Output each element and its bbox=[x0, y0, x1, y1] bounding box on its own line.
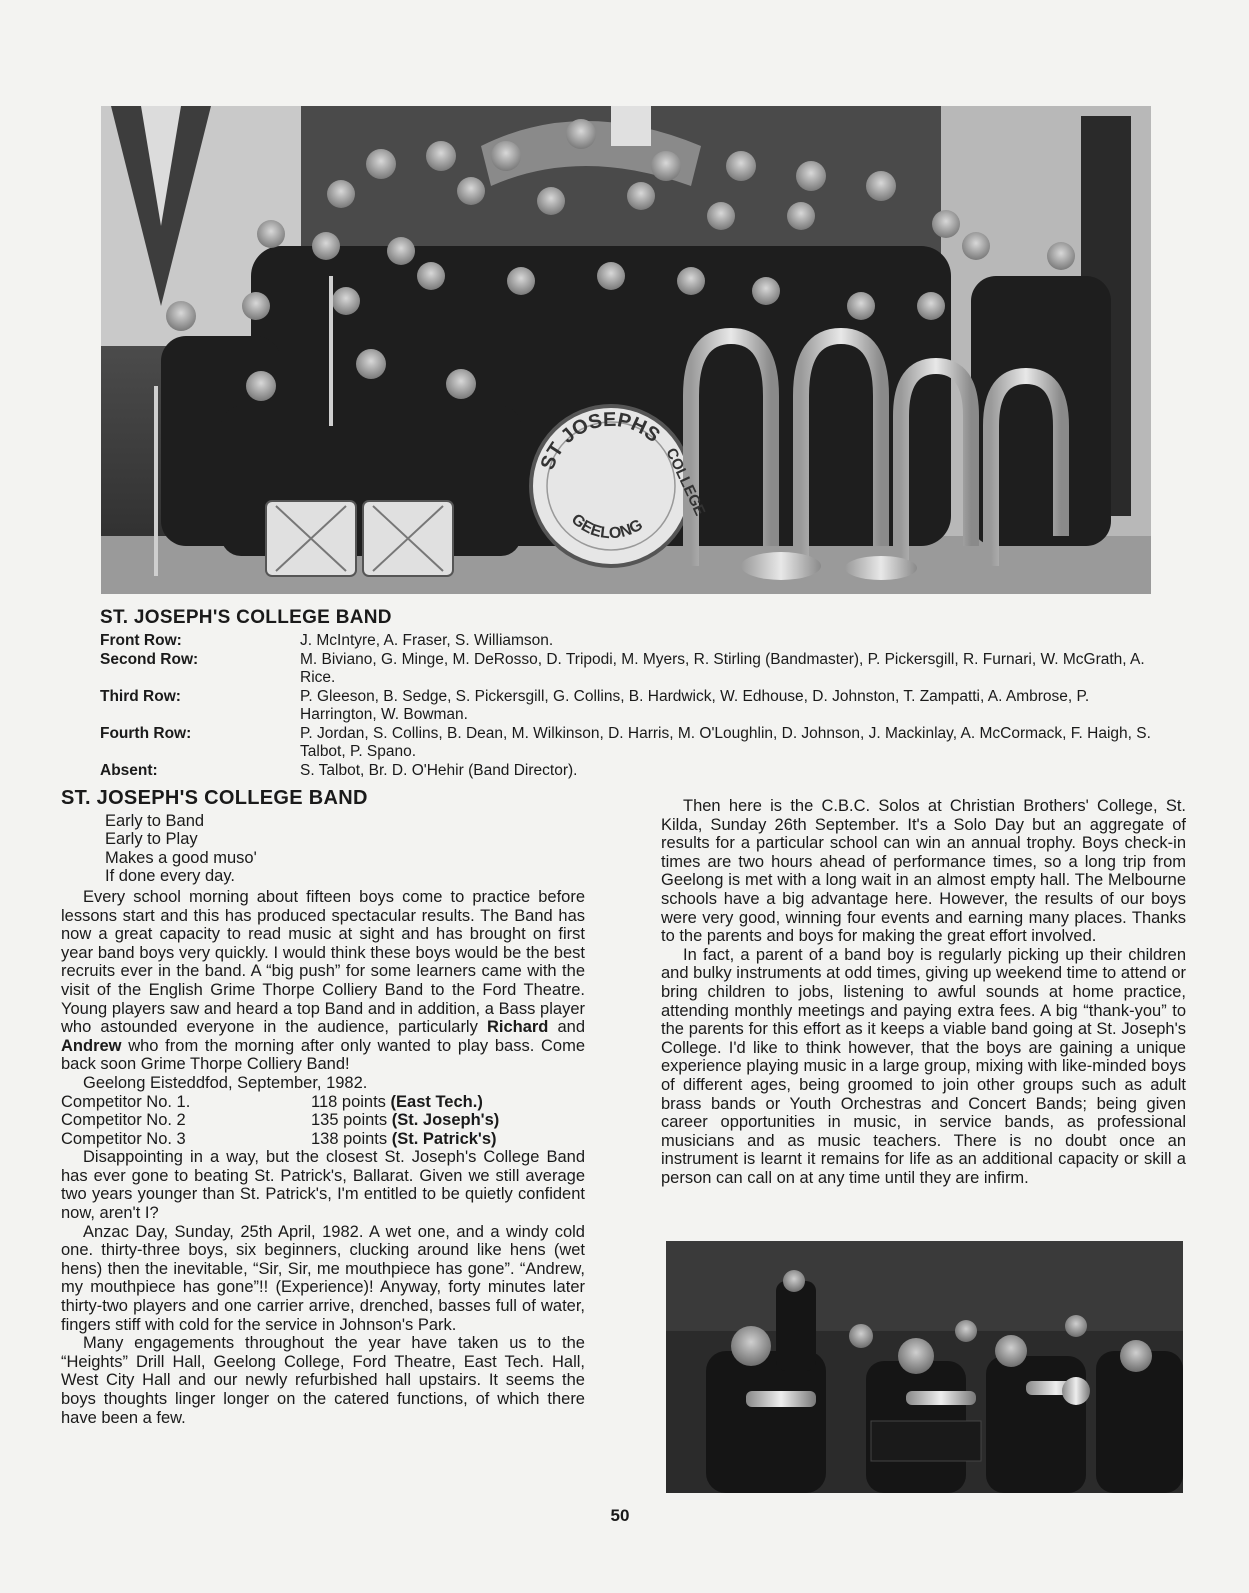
points-value: 138 points bbox=[311, 1129, 392, 1148]
caption-row-names: J. McIntyre, A. Fraser, S. Williamson. bbox=[300, 632, 554, 649]
drum-text-top: ST JOSEPHS bbox=[536, 408, 664, 473]
caption-row-names: P. Jordan, S. Collins, B. Dean, M. Wilkinson, D. Harris, M. O'Loughlin, D. Johnson, J. Mackinlay, A. McCormack, F. Haigh, S. Talbot, P. Spano. bbox=[300, 724, 1151, 760]
band-group-photo bbox=[101, 106, 1151, 594]
page-number: 50 bbox=[610, 1506, 630, 1525]
verse-line: Early to Band bbox=[105, 811, 205, 830]
caption-row-names: P. Gleeson, B. Sedge, S. Pickersgill, G. Collins, B. Hardwick, W. Edhouse, D. Johnston, T. Zampatti, A. Ambrose, P. Harrington, W. Bowman. bbox=[300, 687, 1090, 723]
school-name: (St. Patrick's) bbox=[391, 1129, 497, 1148]
caption-row bbox=[100, 762, 1160, 781]
paragraph-text: and bbox=[548, 1018, 585, 1037]
caption-row-names: S. Talbot, Br. D. O'Hehir (Band Director). bbox=[300, 761, 578, 779]
svg-text:ST JOSEPHS bbox=[537, 409, 664, 473]
highlighted-name: Richard bbox=[486, 1018, 549, 1037]
photo-caption-names bbox=[100, 632, 1160, 780]
eisteddfod-heading: Geelong Eisteddfod, September, 1982. bbox=[83, 1073, 368, 1092]
article-paragraph: In fact, a parent of a band boy is regularly picking up their children and bulky instruments at odd times, giving up weekend time to attend or bring children to jobs, listening to awful sounds at home practice, attending monthly meetings and paying extra fees. A big “thank-you” to the parents for this effort as it keeps a viable band going at St. Joseph's College. I'd like to think however, that the boys are gaining a unique experience playing music in a large group, mixing with like-minded boys of different ages, being groomed to join other groups such as adult brass bands or Youth Orchestras and Concert Bands; being given career opportunities in music, in service bands, as professional musicians and as music teachers. There is no doubt once an instrument is learnt it remains for life as an additional capacity or skill a person can call on at any time until they are infirm. bbox=[661, 945, 1186, 1187]
verse-line: Early to Play bbox=[105, 830, 198, 849]
article-paragraph: Many engagements throughout the year have taken us to the “Heights” Drill Hall, Geelong College, Ford Theatre, East Tech. Hall, West City Hall and our newly refurbished hall upstairs. It seems the boys thoughts linger longer on the catered functions, of which there have been a few. bbox=[61, 1334, 585, 1427]
svg-text:COLLEGE bbox=[662, 446, 708, 519]
article-paragraph bbox=[61, 888, 585, 1074]
svg-text:GEELONG bbox=[568, 511, 646, 542]
points-value: 135 points bbox=[311, 1111, 392, 1130]
school-name: (St. Joseph's) bbox=[391, 1111, 500, 1130]
competitor-label: Competitor No. 2 bbox=[61, 1111, 186, 1130]
result-row bbox=[61, 1093, 585, 1112]
caption-row-names: M. Biviano, G. Minge, M. DeRosso, D. Tripodi, M. Myers, R. Stirling (Bandmaster), P. Pickersgill, R. Furnari, W. McGrath, A. Rice. bbox=[300, 650, 1145, 686]
article-title: ST. JOSEPH'S COLLEGE BAND bbox=[61, 787, 368, 809]
drum-text-right: COLLEGE bbox=[662, 445, 709, 519]
caption-row bbox=[100, 651, 1160, 688]
rehearsal-photo bbox=[666, 1241, 1183, 1493]
points-value: 118 points bbox=[311, 1092, 391, 1111]
article-right-column bbox=[661, 797, 1186, 1187]
paragraph-text: who from the morning after only wanted to play bass. Come back soon Grime Thorpe Colliery Band! bbox=[61, 1036, 585, 1074]
verse-line: If done every day. bbox=[105, 867, 235, 886]
result-row bbox=[61, 1111, 585, 1130]
caption-row-label: Absent: bbox=[100, 761, 158, 779]
photo-caption-title: ST. JOSEPH'S COLLEGE BAND bbox=[100, 607, 392, 628]
article-paragraph: Then here is the C.B.C. Solos at Christian Brothers' College, St. Kilda, Sunday 26th September. It's a Solo Day but an aggregate of results for a particular school can win an annual trophy. Boys check-in times are two hours ahead of performance times, so a long trip from Geelong is met with a long wait in an almost empty hall. The Melbourne schools have a big advantage here. However, the results of our boys were very good, winning four events and earning many places. Thanks to the parents and boys for making the great effort involved. bbox=[661, 797, 1186, 946]
article-left-column bbox=[61, 789, 585, 1427]
caption-row bbox=[100, 632, 1160, 651]
competition-results bbox=[61, 1093, 585, 1149]
caption-row-label: Third Row: bbox=[100, 687, 181, 705]
article-paragraph: Anzac Day, Sunday, 25th April, 1982. A wet one, and a windy cold one. thirty-three boys, six beginners, clucking around like hens (wet hens) then the inevitable, “Sir, Sir, me mouthpiece has gone”. “Andrew, my mouthpiece has gone”!! (Experience)! Anyway, forty minutes later thirty-two players and one carrier arrive, drenched, basses full of water, fingers stiff with cold for the service in Johnson's Park. bbox=[61, 1222, 585, 1334]
drum-text-bottom: GEELONG bbox=[567, 510, 646, 543]
drum-lettering bbox=[101, 106, 1151, 594]
result-row bbox=[61, 1130, 585, 1149]
caption-row bbox=[100, 725, 1160, 762]
caption-row bbox=[100, 688, 1160, 725]
caption-row-label: Front Row: bbox=[100, 632, 182, 649]
highlighted-name: Andrew bbox=[61, 1036, 122, 1055]
paragraph-text: Every school morning about fifteen boys come to practice before lessons start and this has produced spectacular results. The Band has now a great capacity to read music at sight and has brought on first year band boys very quickly. I would think these boys would be the best recruits ever in the band. A “big push” for some learners came with the visit of the English Grime Thorpe Colliery Band to the Ford Theatre. Young players saw and heard a top Band and in addition, a Bass player who astounded everyone in the audience, particularly bbox=[61, 887, 585, 1037]
caption-row-label: Second Row: bbox=[100, 650, 199, 668]
verse-line: Makes a good muso' bbox=[105, 848, 257, 867]
rehearsal-photo-illustration bbox=[666, 1241, 1183, 1493]
article-verse bbox=[105, 812, 585, 886]
article-paragraph: Disappointing in a way, but the closest St. Joseph's College Band has ever gone to beating St. Patrick's, Ballarat. Given we still average two years younger than St. Patrick's, I'm entitled to be quietly confident now, aren't I? bbox=[61, 1148, 585, 1223]
school-name: (East Tech.) bbox=[390, 1092, 483, 1111]
competitor-label: Competitor No. 3 bbox=[61, 1129, 186, 1148]
caption-row-label: Fourth Row: bbox=[100, 724, 192, 742]
competitor-label: Competitor No. 1. bbox=[61, 1092, 191, 1111]
